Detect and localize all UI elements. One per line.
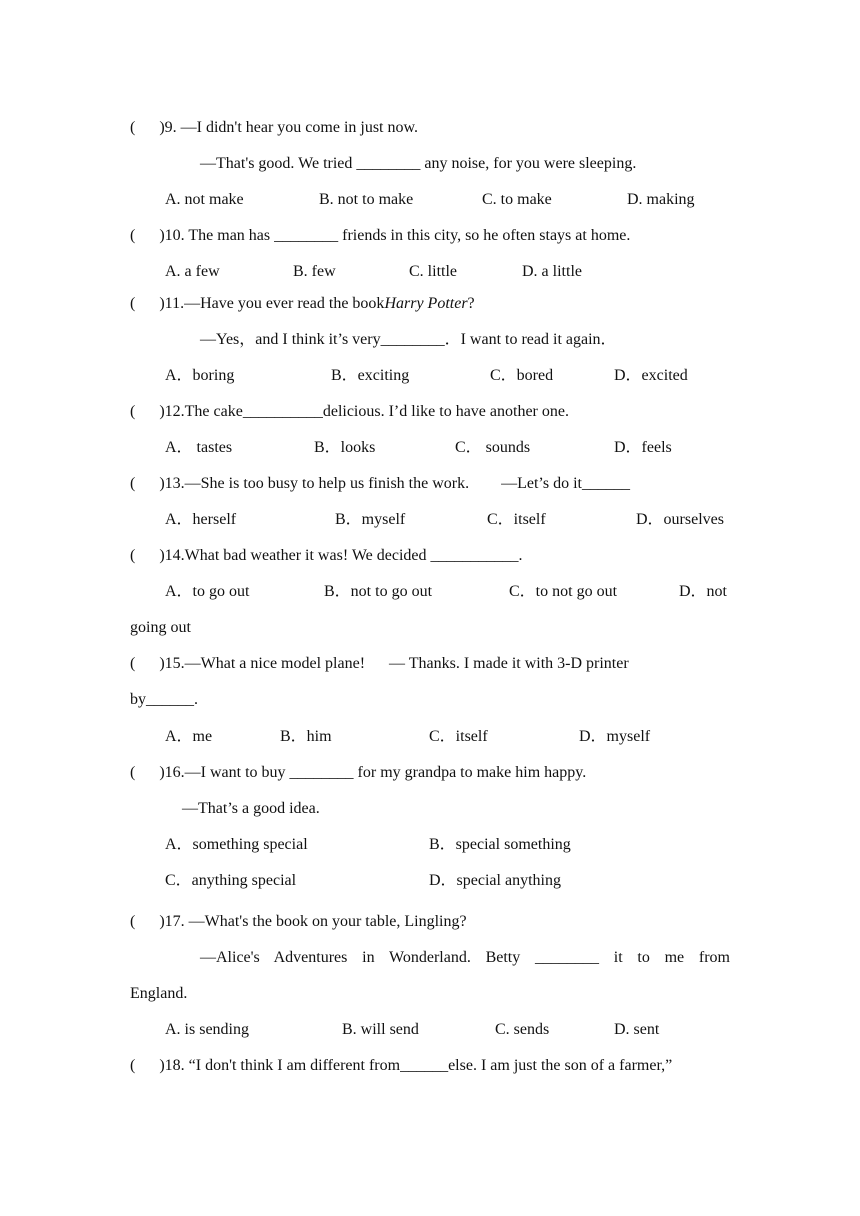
question-17-reply: —Alice's Adventures in Wonderland. Betty ________ it to me from [200, 949, 730, 966]
question-15-option-c: C．itself [429, 728, 488, 745]
question-14-option-b: B．not to go out [324, 583, 433, 600]
question-15-option-d: D．myself [579, 728, 651, 745]
question-11-stem [130, 294, 475, 314]
question-15-continuation: by______. [130, 691, 198, 708]
question-14-option-c: C．to not go out [509, 583, 618, 600]
question-16-option-c: C．anything special [165, 872, 297, 889]
question-10-option-a: A. a few [165, 263, 220, 280]
question-17-stem: ( )17. —What's the book on your table, Lingling? [130, 913, 467, 930]
question-10-option-b: B. few [293, 263, 336, 280]
question-16-stem: ( )16.—I want to buy ________ for my grandpa to make him happy. [130, 764, 587, 781]
question-10-option-d: D. a little [522, 263, 582, 280]
question-16-reply: —That’s a good idea. [182, 800, 320, 817]
question-12-option-d: D．feels [614, 439, 672, 456]
question-11-reply: —Yes，and I think it’s very________．I want to read it again． [200, 331, 617, 348]
question-11-option-d: D．excited [614, 367, 688, 384]
question-17-option-a: A. is sending [165, 1021, 249, 1038]
question-17-continuation: England. [130, 985, 188, 1002]
question-12-option-a: A． tastes [165, 439, 233, 456]
question-15-option-a: A．me [165, 728, 213, 745]
question-15-stem: ( )15.—What a nice model plane! — Thanks. I made it with 3-D printer [130, 655, 629, 672]
question-14-option-d: D．not [679, 583, 728, 600]
question-14-stem: ( )14.What bad weather it was! We decided ___________. [130, 547, 523, 564]
question-9-option-d: D. making [627, 191, 695, 208]
question-15-option-b: B．him [280, 728, 332, 745]
book-title: Harry Potter [384, 295, 468, 312]
question-13-stem: ( )13.—She is too busy to help us finish the work. —Let’s do it______ [130, 475, 630, 492]
question-12-option-c: C． sounds [455, 439, 531, 456]
question-16-option-a: A．something special [165, 836, 308, 853]
question-11-option-a: A．boring [165, 367, 235, 384]
question-11-option-b: B．exciting [331, 367, 410, 384]
question-18-stem: ( )18. “I don't think I am different from______else. I am just the son of a farmer,” [130, 1057, 673, 1074]
question-13-option-c: C．itself [487, 511, 546, 528]
question-10-option-c: C. little [409, 263, 457, 280]
question-13-option-b: B．myself [335, 511, 406, 528]
question-16-option-b: B．special something [429, 836, 571, 853]
question-13-option-d: D．ourselves [636, 511, 724, 528]
question-9-reply: —That's good. We tried ________ any noise, for you were sleeping. [200, 155, 637, 172]
question-12-stem: ( )12.The cake__________delicious. I’d like to have another one. [130, 403, 569, 420]
question-16-option-d: D．special anything [429, 872, 561, 889]
question-9-stem: ( )9. —I didn't hear you come in just now. [130, 119, 419, 136]
question-11-option-c: C．bored [490, 367, 554, 384]
question-14-option-a: A．to go out [165, 583, 250, 600]
question-17-option-c: C. sends [495, 1021, 550, 1038]
question-11-stem-end: ? [467, 295, 475, 312]
question-11-stem-text: ( )11.—Have you ever read the book [130, 295, 385, 312]
question-9-option-c: C. to make [482, 191, 552, 208]
question-12-option-b: B．looks [314, 439, 376, 456]
question-17-option-b: B. will send [342, 1021, 419, 1038]
question-9-option-b: B. not to make [319, 191, 414, 208]
question-13-option-a: A．herself [165, 511, 237, 528]
question-10-stem: ( )10. The man has ________ friends in this city, so he often stays at home. [130, 227, 631, 244]
question-17-option-d: D. sent [614, 1021, 660, 1038]
question-14-continuation: going out [130, 619, 191, 636]
question-9-option-a: A. not make [165, 191, 244, 208]
